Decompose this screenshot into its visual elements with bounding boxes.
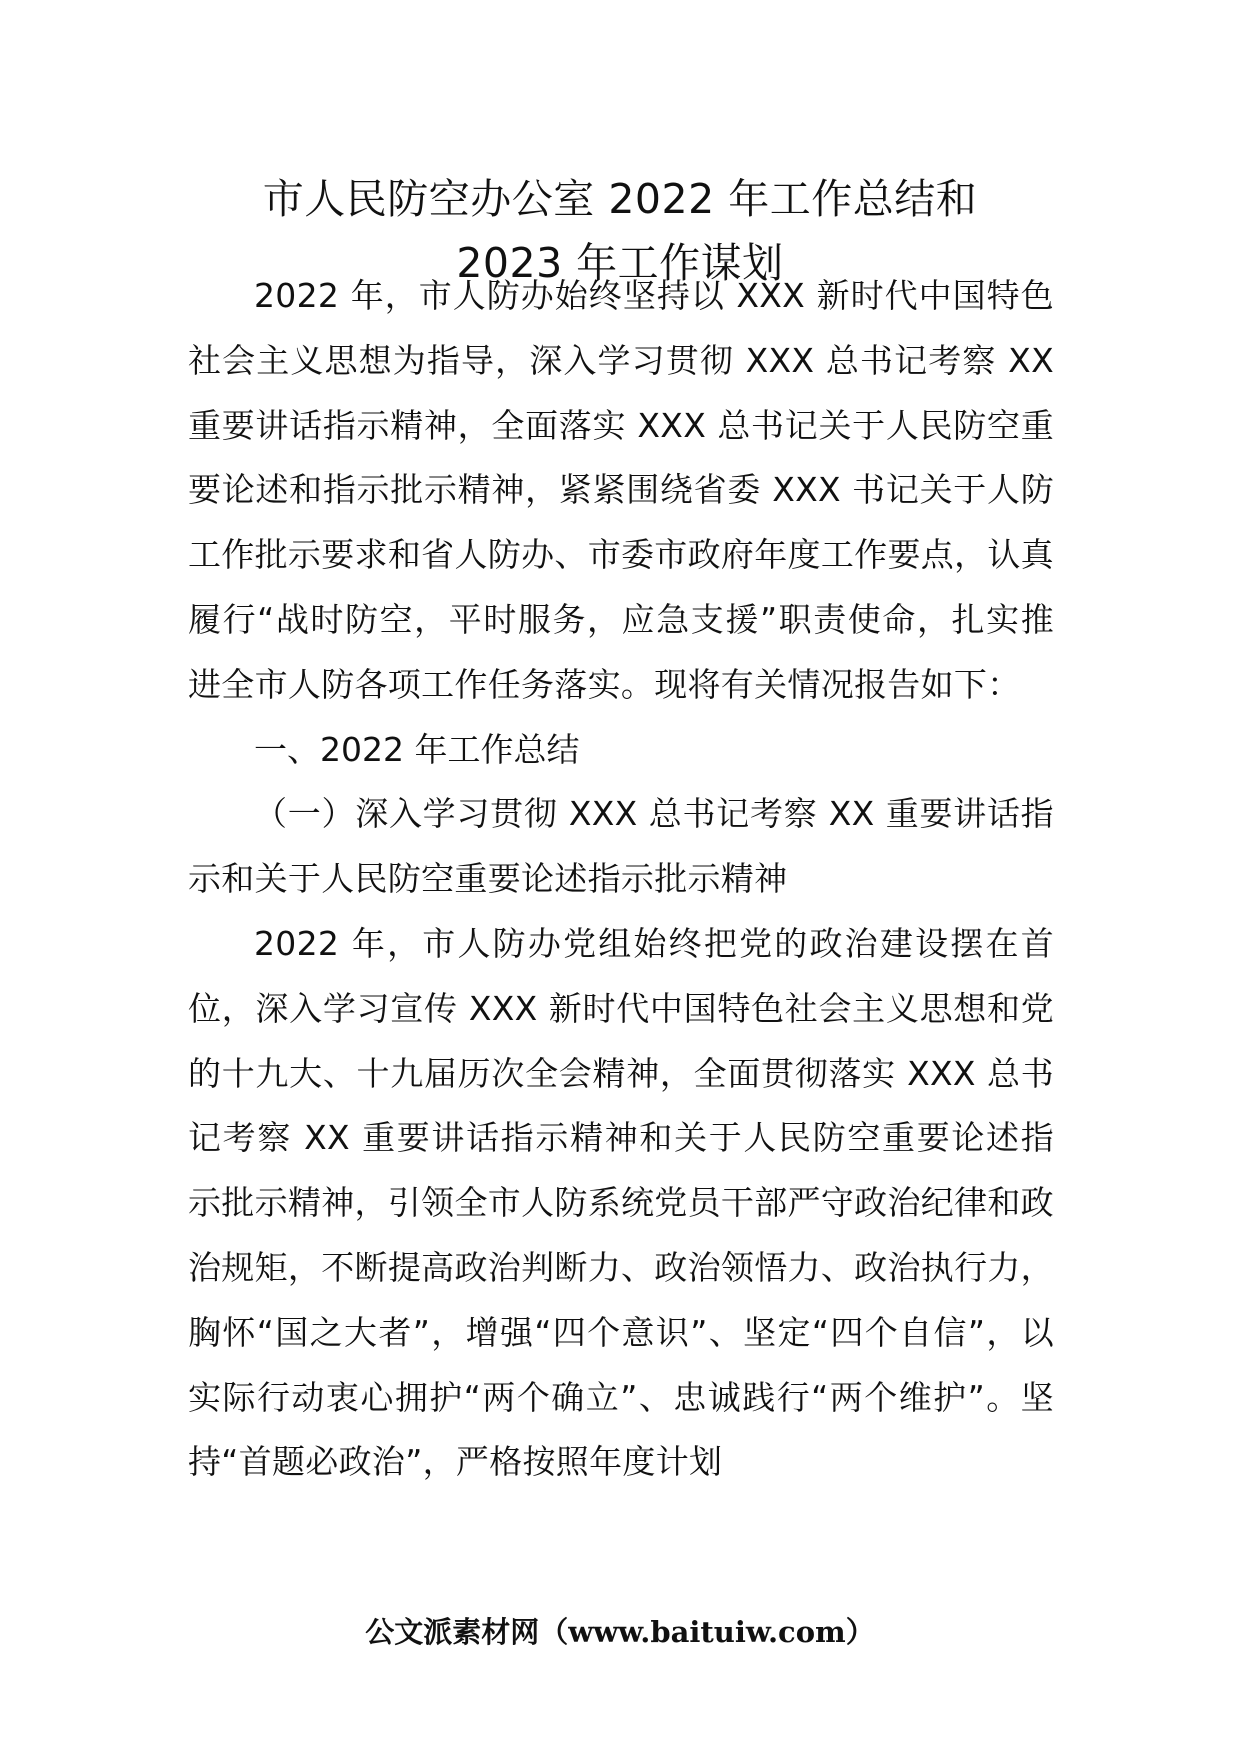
subsection-paragraph-1: 2022 年，市人防办党组始终把党的政治建设摆在首位，深入学习宣传 XXX 新时代中国特色社会主义思想和党的十九大、十九届历次全会精神，全面贯彻落实 XXX 总书记考察 XX 重要讲话指示精神和关于人民防空重要论述指示批示精神，引领全市人防系统党员干部严守政治纪律和政治规矩，不断提高政治判断力、政治领悟力、政治执行力，胸怀“国之大者”，增强“四个意识”、坚定“四个自信”，以实际行动衷心拥护“两个确立”、忠诚践行“两个维护”。坚持“首题必政治”，严格按照年度计划 (188, 923, 1054, 1482)
subsection-heading-1: （一）深入学习贯彻 XXX 总书记考察 XX 重要讲话指示和关于人民防空重要论述指示批示精神 (188, 794, 1054, 899)
document-title-line-2: 2023 年工作谋划 (456, 239, 784, 287)
document-title-line-1: 市人民防空办公室 2022 年工作总结和 (262, 175, 978, 223)
section-heading-1: 一、2022 年工作总结 (254, 729, 580, 769)
footer-watermark: 公文派素材网（www.baituiw.com） (365, 1615, 875, 1649)
intro-paragraph: 2022 年，市人防办始终坚持以 XXX 新时代中国特色社会主义思想为指导，深入学习贯彻 XXX 总书记考察 XX 重要讲话指示精神，全面落实 XXX 总书记关于人民防空重要论述和指示批示精神，紧紧围绕省委 XXX 书记关于人防工作批示要求和省人防办、市委市政府年度工作要点，认真履行“战时防空，平时服务，应急支援”职责使命，扎实推进全市人防各项工作任务落实。现将有关情况报告如下： (188, 276, 1054, 704)
document-body (188, 264, 1054, 1495)
